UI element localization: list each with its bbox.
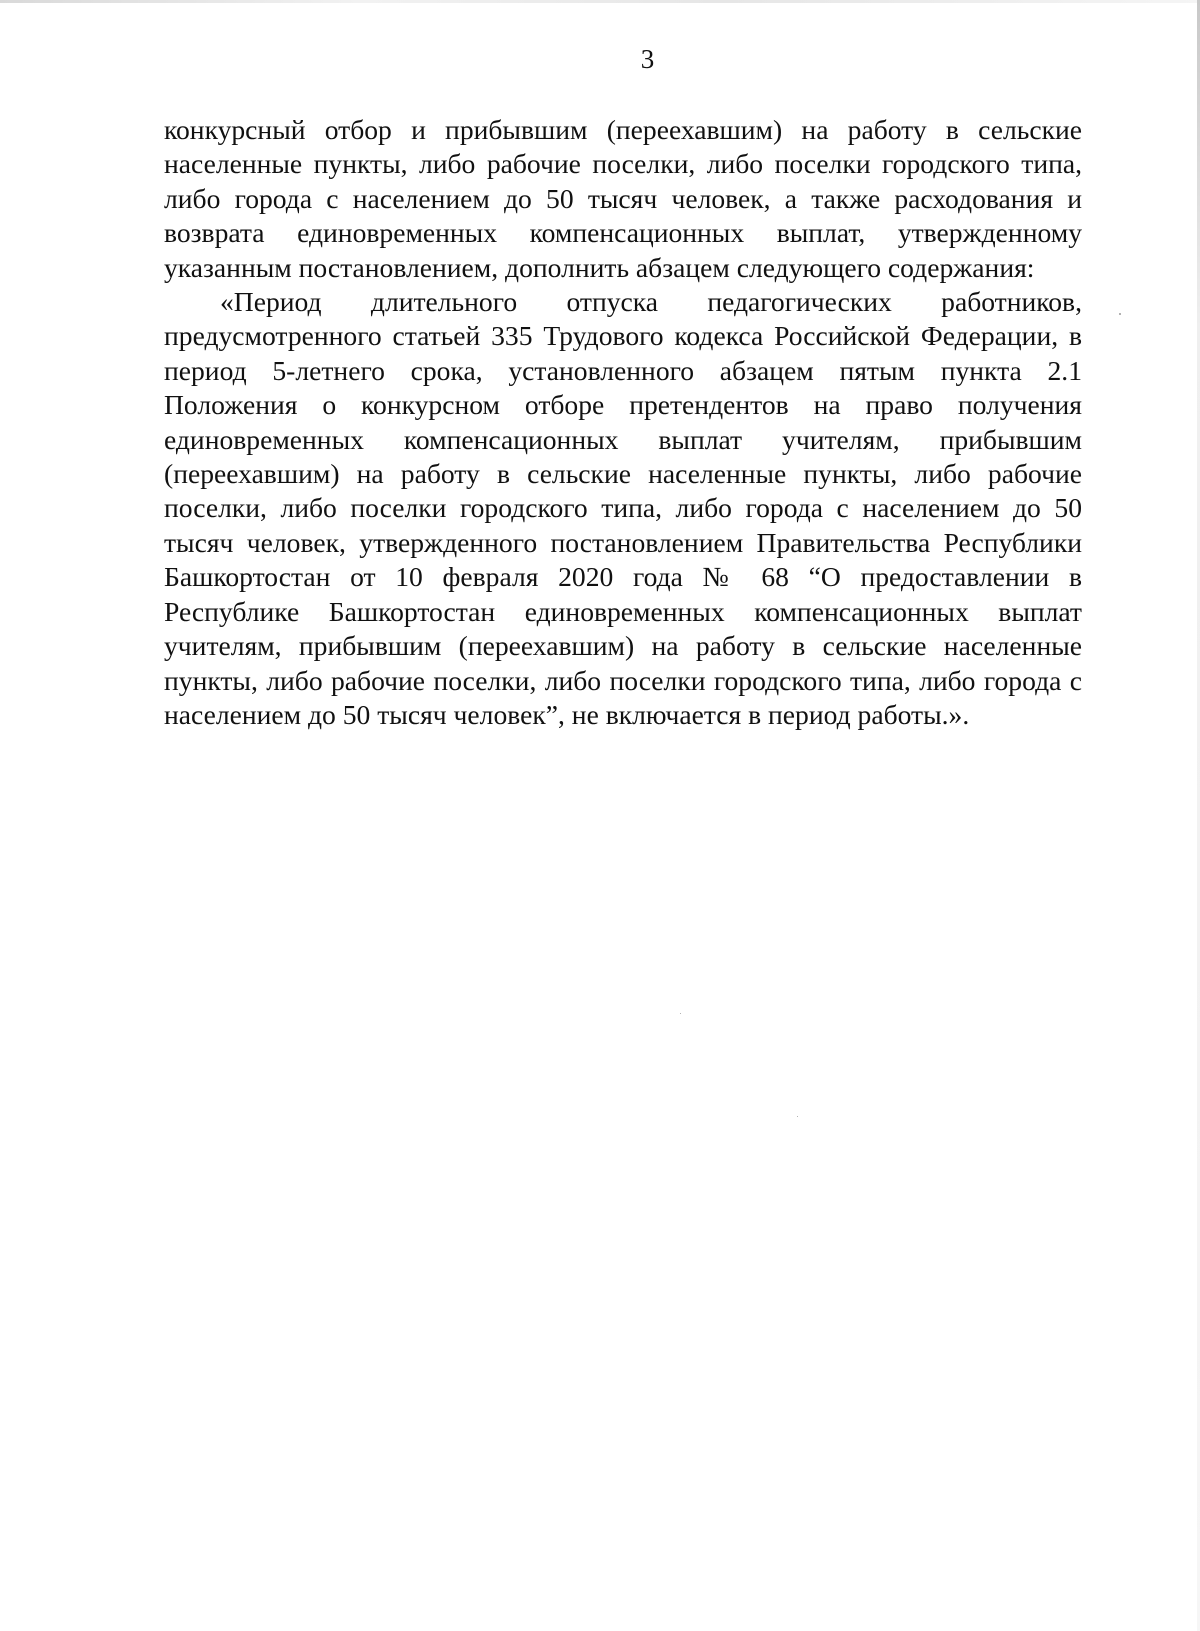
scan-speck — [680, 1013, 681, 1014]
scan-speck — [797, 1116, 798, 1117]
document-body — [164, 113, 1082, 732]
paragraph-amendment-text: «Период длительного отпуска педагогических работников, предусмотренного статьей 335 Трудового кодекса Российской Федерации, в период 5-летнего срока, установленного абзацем пятым пункта 2.1 Положения о конкурсном отборе претендентов на право получения единовременных компенсационных выплат учителям, прибывшим (переехавшим) на работу в сельские населенные пункты, либо рабочие поселки, либо поселки городского типа, либо города с населением до 50 тысяч человек, утвержденного постановлением Правительства Республики Башкортостан от 10 февраля 2020 года № 68 “О предоставлении в Республике Башкортостан единовременных компенсационных выплат учителям, прибывшим (переехавшим) на работу в сельские населенные пункты, либо рабочие поселки, либо поселки городского типа, либо города с населением до 50 тысяч человек”, не включается в период работы.». — [164, 286, 1082, 730]
paragraph-continuation: конкурсный отбор и прибывшим (переехавшим) на работу в сельские населенные пункты, либо рабочие поселки, либо поселки городского типа, либо города с населением до 50 тысяч человек, а также расходования и возврата единовременных компенсационных выплат, утвержденному указанным постановлением, дополнить абзацем следующего содержания: — [164, 114, 1082, 283]
page-number: 3 — [640, 44, 655, 74]
scan-speck — [1119, 313, 1121, 315]
scan-edge-top — [0, 0, 1200, 3]
